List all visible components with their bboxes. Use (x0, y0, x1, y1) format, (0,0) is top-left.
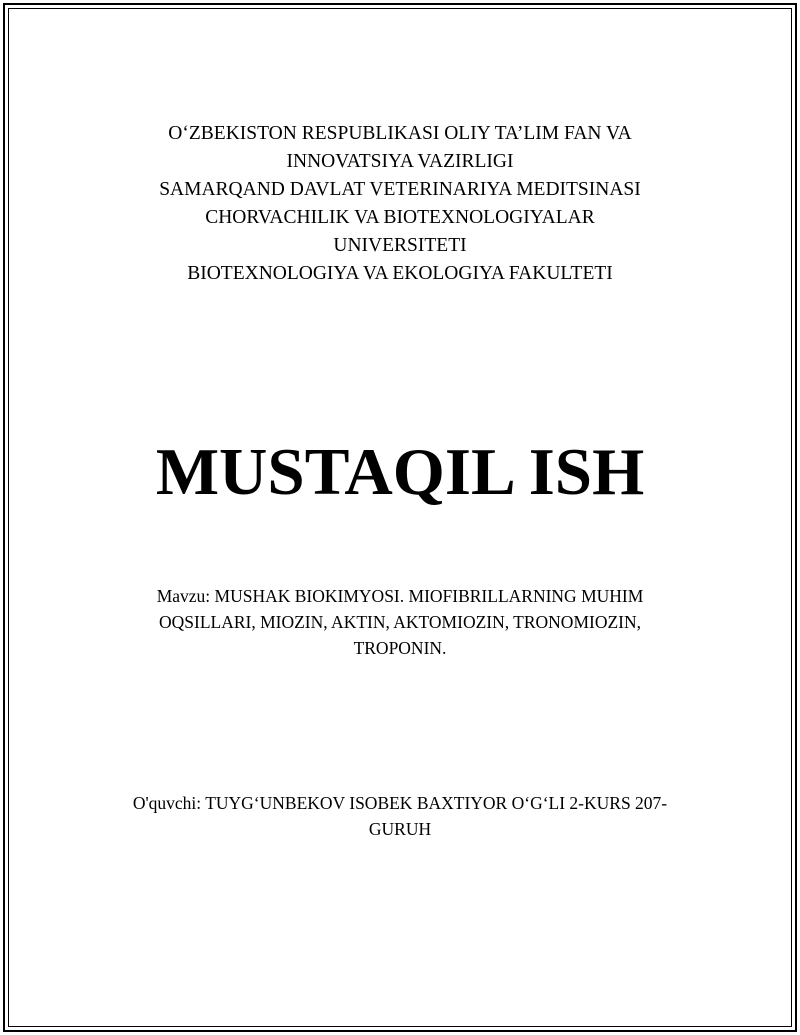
topic-line-2: OQSILLARI, MIOZIN, AKTIN, AKTOMIOZIN, TRONOMIOZIN, (158, 612, 642, 632)
topic-block (80, 583, 720, 661)
student-block (60, 790, 740, 842)
header-line-4: CHORVACHILIK VA BIOTEXNOLOGIYALAR (205, 207, 595, 228)
header-line-3: SAMARQAND DAVLAT VETERINARIYA MEDITSINASI (159, 179, 641, 200)
student-line-1: O'quvchi: TUYG‘UNBEKOV ISOBEK BAXTIYOR O‘G‘LI 2-KURS 207- (132, 793, 668, 813)
student-line-2: GURUH (368, 819, 432, 839)
topic-line-1: Mavzu: MUSHAK BIOKIMYOSI. MIOFIBRILLARNING MUHIM (156, 586, 644, 606)
header-line-5: UNIVERSITETI (333, 235, 467, 256)
institution-header (60, 120, 740, 288)
document-title: MUSTAQIL ISH (155, 435, 645, 509)
header-line-2: INNOVATSIYA VAZIRLIGI (286, 151, 514, 172)
header-line-1: O‘ZBEKISTON RESPUBLIKASI OLIY TA’LIM FAN VA (168, 123, 632, 144)
header-line-6: BIOTEXNOLOGIYA VA EKOLOGIYA FAKULTETI (187, 263, 613, 284)
topic-line-3: TROPONIN. (353, 638, 447, 658)
